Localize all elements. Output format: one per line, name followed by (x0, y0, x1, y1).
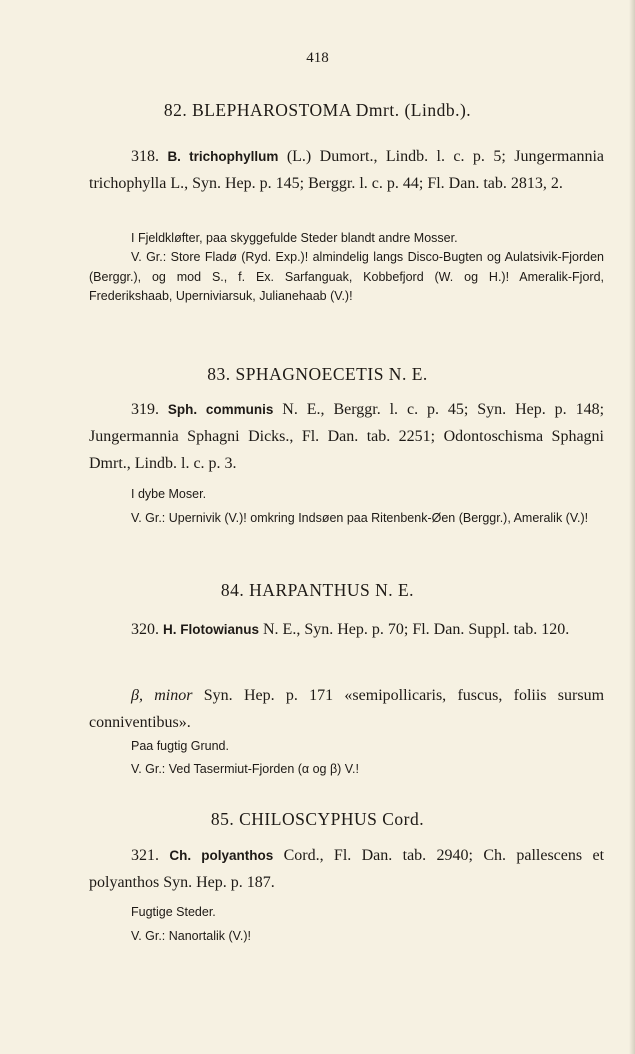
variety-entry (89, 682, 604, 736)
species-entry-318 (89, 143, 604, 197)
variety-text: Syn. Hep. p. 171 «semipollicaris, fuscus, foliis sursum conniventibus». (89, 687, 605, 731)
entry-number: 320. (131, 621, 159, 638)
entry-text: N. E., Syn. Hep. p. 70; Fl. Dan. Suppl. tab. 120. (263, 621, 570, 638)
section-heading-85: 85. CHILOSCYPHUS Cord. (210, 809, 425, 829)
habitat-note: Fugtige Steder. (131, 905, 216, 919)
page-edge-shadow (629, 0, 635, 1054)
entry-text: (L.) Dumort., Lindb. l. c. p. 5; Jungermannia trichophylla L., Syn. Hep. p. 145; Berggr. l. c. p. 44; Fl. Dan. tab. 2813, 2. (89, 148, 604, 192)
species-entry-319 (89, 396, 604, 477)
locality-note: V. Gr.: Upernivik (V.)! omkring Indsøen paa Ritenbenk-Øen (Berggr.), Ameralik (V.)! (131, 511, 589, 525)
locality-note: V. Gr.: Ved Tasermiut-Fjorden (α og β) V.! (131, 762, 359, 776)
section-heading-84: 84. HARPANTHUS N. E. (220, 580, 415, 600)
species-entry-321 (89, 842, 604, 896)
species-entry-320 (89, 616, 604, 643)
section-heading-83: 83. SPHAGNOECETIS N. E. (207, 364, 428, 384)
entry-text: N. E., Berggr. l. c. p. 45; Syn. Hep. p. 148; Jungermannia Sphagni Dicks., Fl. Dan. tab. 2251; Odontoschisma Sphagni Dmrt., Lindb. l. c. p. 3. (89, 401, 605, 472)
habitat-note: I dybe Moser. (131, 487, 207, 501)
entry-number: 321. (131, 847, 159, 864)
page-number: 418 (306, 50, 329, 66)
habitat-note: Paa fugtig Grund. (131, 739, 229, 753)
habitat-note: I Fjeldkløfter, paa skyggefulde Steder blandt andre Mosser. (131, 231, 458, 245)
entry-text: Cord., Fl. Dan. tab. 2940; Ch. pallescens et polyanthos Syn. Hep. p. 187. (89, 847, 605, 891)
entry-number: 318. (131, 148, 159, 165)
species-name: B. trichophyllum (167, 149, 279, 164)
species-name: Ch. polyanthos (169, 848, 274, 863)
locality-note: V. Gr.: Nanortalik (V.)! (131, 929, 251, 943)
section-heading-82: 82. BLEPHAROSTOMA Dmrt. (Lindb.). (163, 100, 472, 120)
locality-note: V. Gr.: Store Fladø (Ryd. Exp.)! almindelig langs Disco-Bugten og Aulatsivik-Fjorden (Berggr.), og mod S., f. Ex. Sarfanguak, Kobbefjord (W. og H.)! Ameralik-Fjord, Frederikshaab, Uperniviarsuk, Julianehaab (V.)! (89, 250, 604, 303)
variety-name: minor (154, 687, 193, 704)
species-name: H. Flotowianus (163, 622, 259, 637)
variety-symbol: β, (131, 687, 143, 704)
entry-number: 319. (131, 401, 159, 418)
species-name: Sph. communis (167, 402, 274, 417)
